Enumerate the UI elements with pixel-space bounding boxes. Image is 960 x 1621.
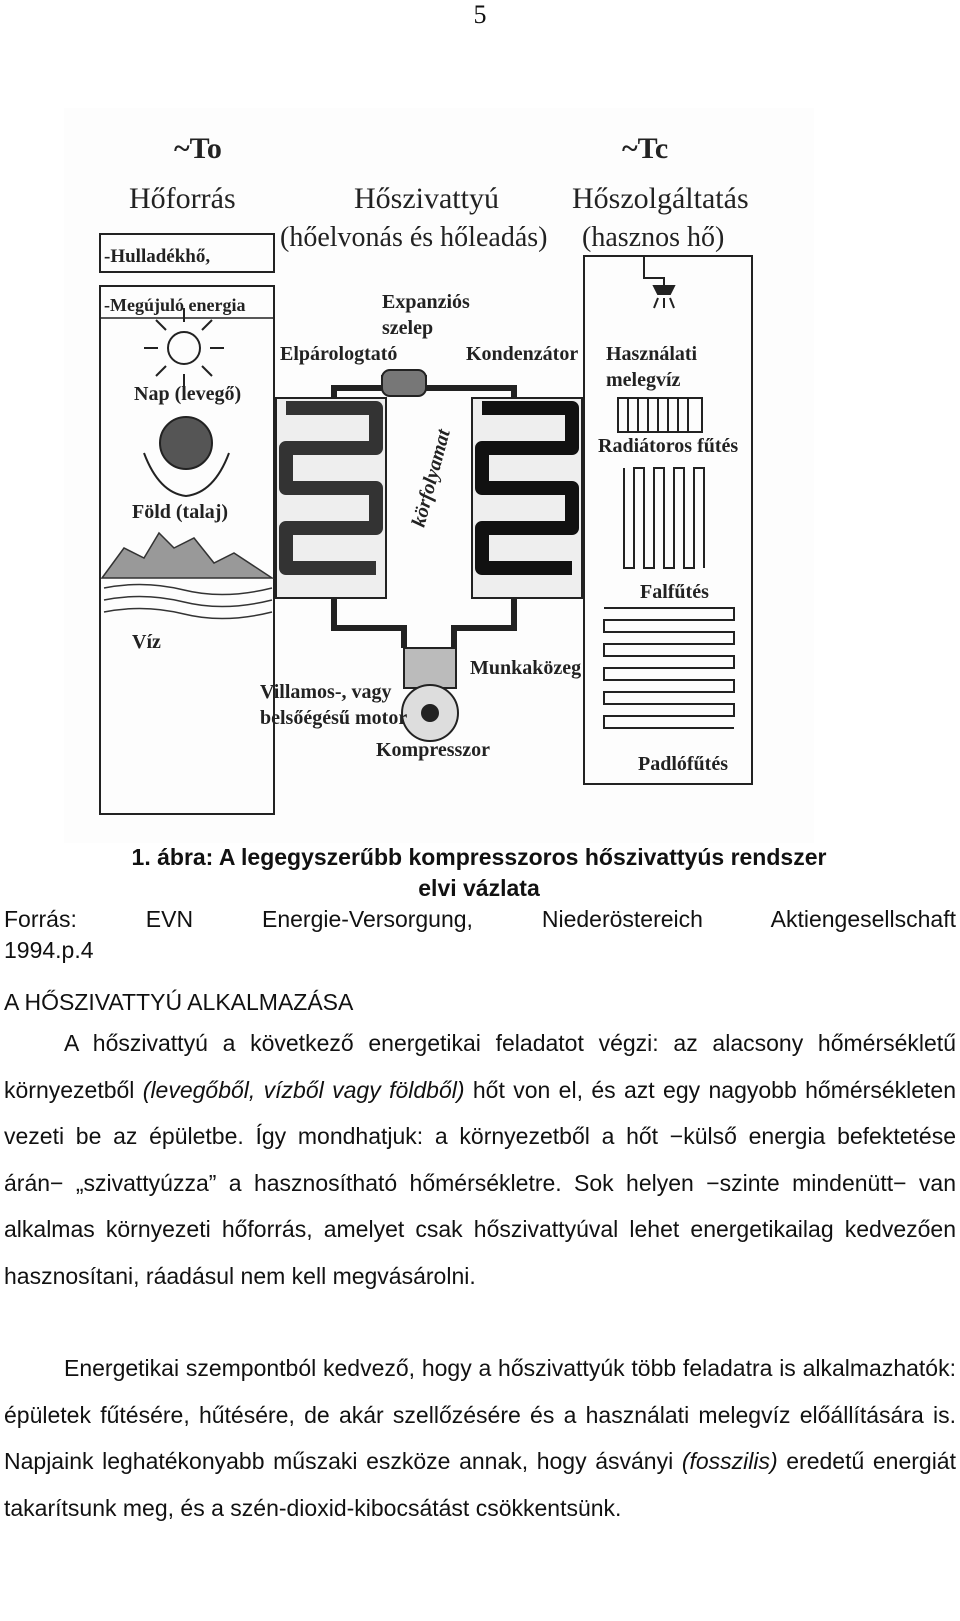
page-number: 5	[473, 0, 487, 29]
hot-water-label-2: melegvíz	[606, 369, 681, 391]
evaporator-coil	[276, 398, 386, 598]
sun-icon	[144, 308, 224, 388]
heat-pump-diagram	[64, 108, 814, 843]
earth-icon	[144, 417, 229, 496]
evaporator-label: Elpárologtató	[280, 343, 398, 365]
paragraph-2	[4, 1345, 956, 1531]
condenser-coil	[472, 398, 582, 598]
paragraph-2-part-c: eredetű energiát takarítsunk meg, és a szén-dioxid-kibocsátást csökkentsünk.	[4, 1448, 956, 1521]
wall-heating-icon	[624, 468, 704, 568]
cycle-label: körfolyamat	[407, 427, 455, 530]
figure-source-line2: 1994.p.4	[4, 937, 94, 963]
expansion-valve-label-1: Expanziós	[382, 291, 470, 313]
service-subtitle: (hasznos hő)	[582, 222, 725, 253]
figure-caption-line2: elvi vázlata	[418, 875, 540, 901]
expansion-valve-label-2: szelep	[382, 317, 434, 339]
t0-label: ~To	[174, 132, 222, 165]
motor-label-1: Villamos-, vagy	[260, 681, 392, 703]
earth-label: Föld (talaj)	[132, 501, 229, 523]
paragraph-2-part-a: Energetikai szempontból kedvező, hogy a hőszivattyúk több feladatra is alkalmazhatók: épületek fűtésére, hűtésére, de akár szellőzésére és a használati melegvíz előállítására is. Napjaink leghatékonyabb műszaki eszköze annak, hogy ásványi	[4, 1355, 956, 1474]
renewable-label: -Megújuló energia	[104, 295, 246, 315]
paragraph-1-part-a: A hőszivattyú a következő energetikai feladatot végzi: az alacsony hőmérsékletű környezetből	[4, 1030, 956, 1103]
paragraph-1	[4, 1020, 956, 1299]
motor-label-2: belsőégésű motor	[260, 707, 408, 729]
compressor-icon	[402, 648, 458, 741]
paragraph-1-part-b: (levegőből, vízből vagy földből)	[142, 1076, 465, 1103]
sun-label: Nap (levegő)	[134, 383, 242, 405]
hot-water-label-1: Használati	[606, 343, 698, 365]
compressor-label: Kompresszor	[376, 739, 491, 761]
shower-icon	[644, 256, 674, 308]
working-medium-label: Munkaközeg	[470, 657, 582, 679]
floor-heating-label: Padlófűtés	[638, 753, 728, 775]
condenser-label: Kondenzátor	[466, 343, 579, 365]
tc-label: ~Tc	[622, 132, 669, 165]
service-title: Hőszolgáltatás	[572, 182, 749, 215]
radiator-label: Radiátoros fűtés	[598, 435, 739, 457]
water-label: Víz	[132, 631, 161, 653]
pump-subtitle: (hőelvonás és hőleadás)	[280, 222, 548, 253]
floor-heating-icon	[604, 608, 734, 728]
expansion-valve	[382, 370, 426, 396]
section-heading: A HŐSZIVATTYÚ ALKALMAZÁSA	[4, 989, 354, 1015]
waste-heat-label: -Hulladékhő,	[104, 246, 211, 267]
figure-source-line1: Forrás: EVN Energie-Versorgung, Niederöstereich Aktiengesellschaft	[4, 906, 956, 932]
pump-title: Hőszivattyú	[354, 182, 499, 215]
paragraph-2-part-b: (fosszilis)	[681, 1448, 778, 1474]
paragraph-1-part-c: hőt von el, és azt egy nagyobb hőmérsékleten vezeti be az épületbe. Így mondhatjuk: a környezetből a hőt −külső energia befektetése árán− „szivattyúzza” a hasznosítható hőmérsékletre. Sok helyen −szinte mindenütt− van alkalmas környezeti hőforrás, amelyet csak hőszivattyúval lehet energetikailag kedvezően hasznosítani, ráadásul nem kell megvásárolni.	[4, 1076, 956, 1289]
wall-heating-label: Falfűtés	[640, 581, 709, 603]
source-title: Hőforrás	[129, 182, 236, 215]
city-icon	[102, 533, 272, 619]
radiator-icon	[618, 398, 702, 432]
figure-caption-line1: 1. ábra: A legegyszerűbb kompresszoros hőszivattyús rendszer	[131, 844, 827, 870]
